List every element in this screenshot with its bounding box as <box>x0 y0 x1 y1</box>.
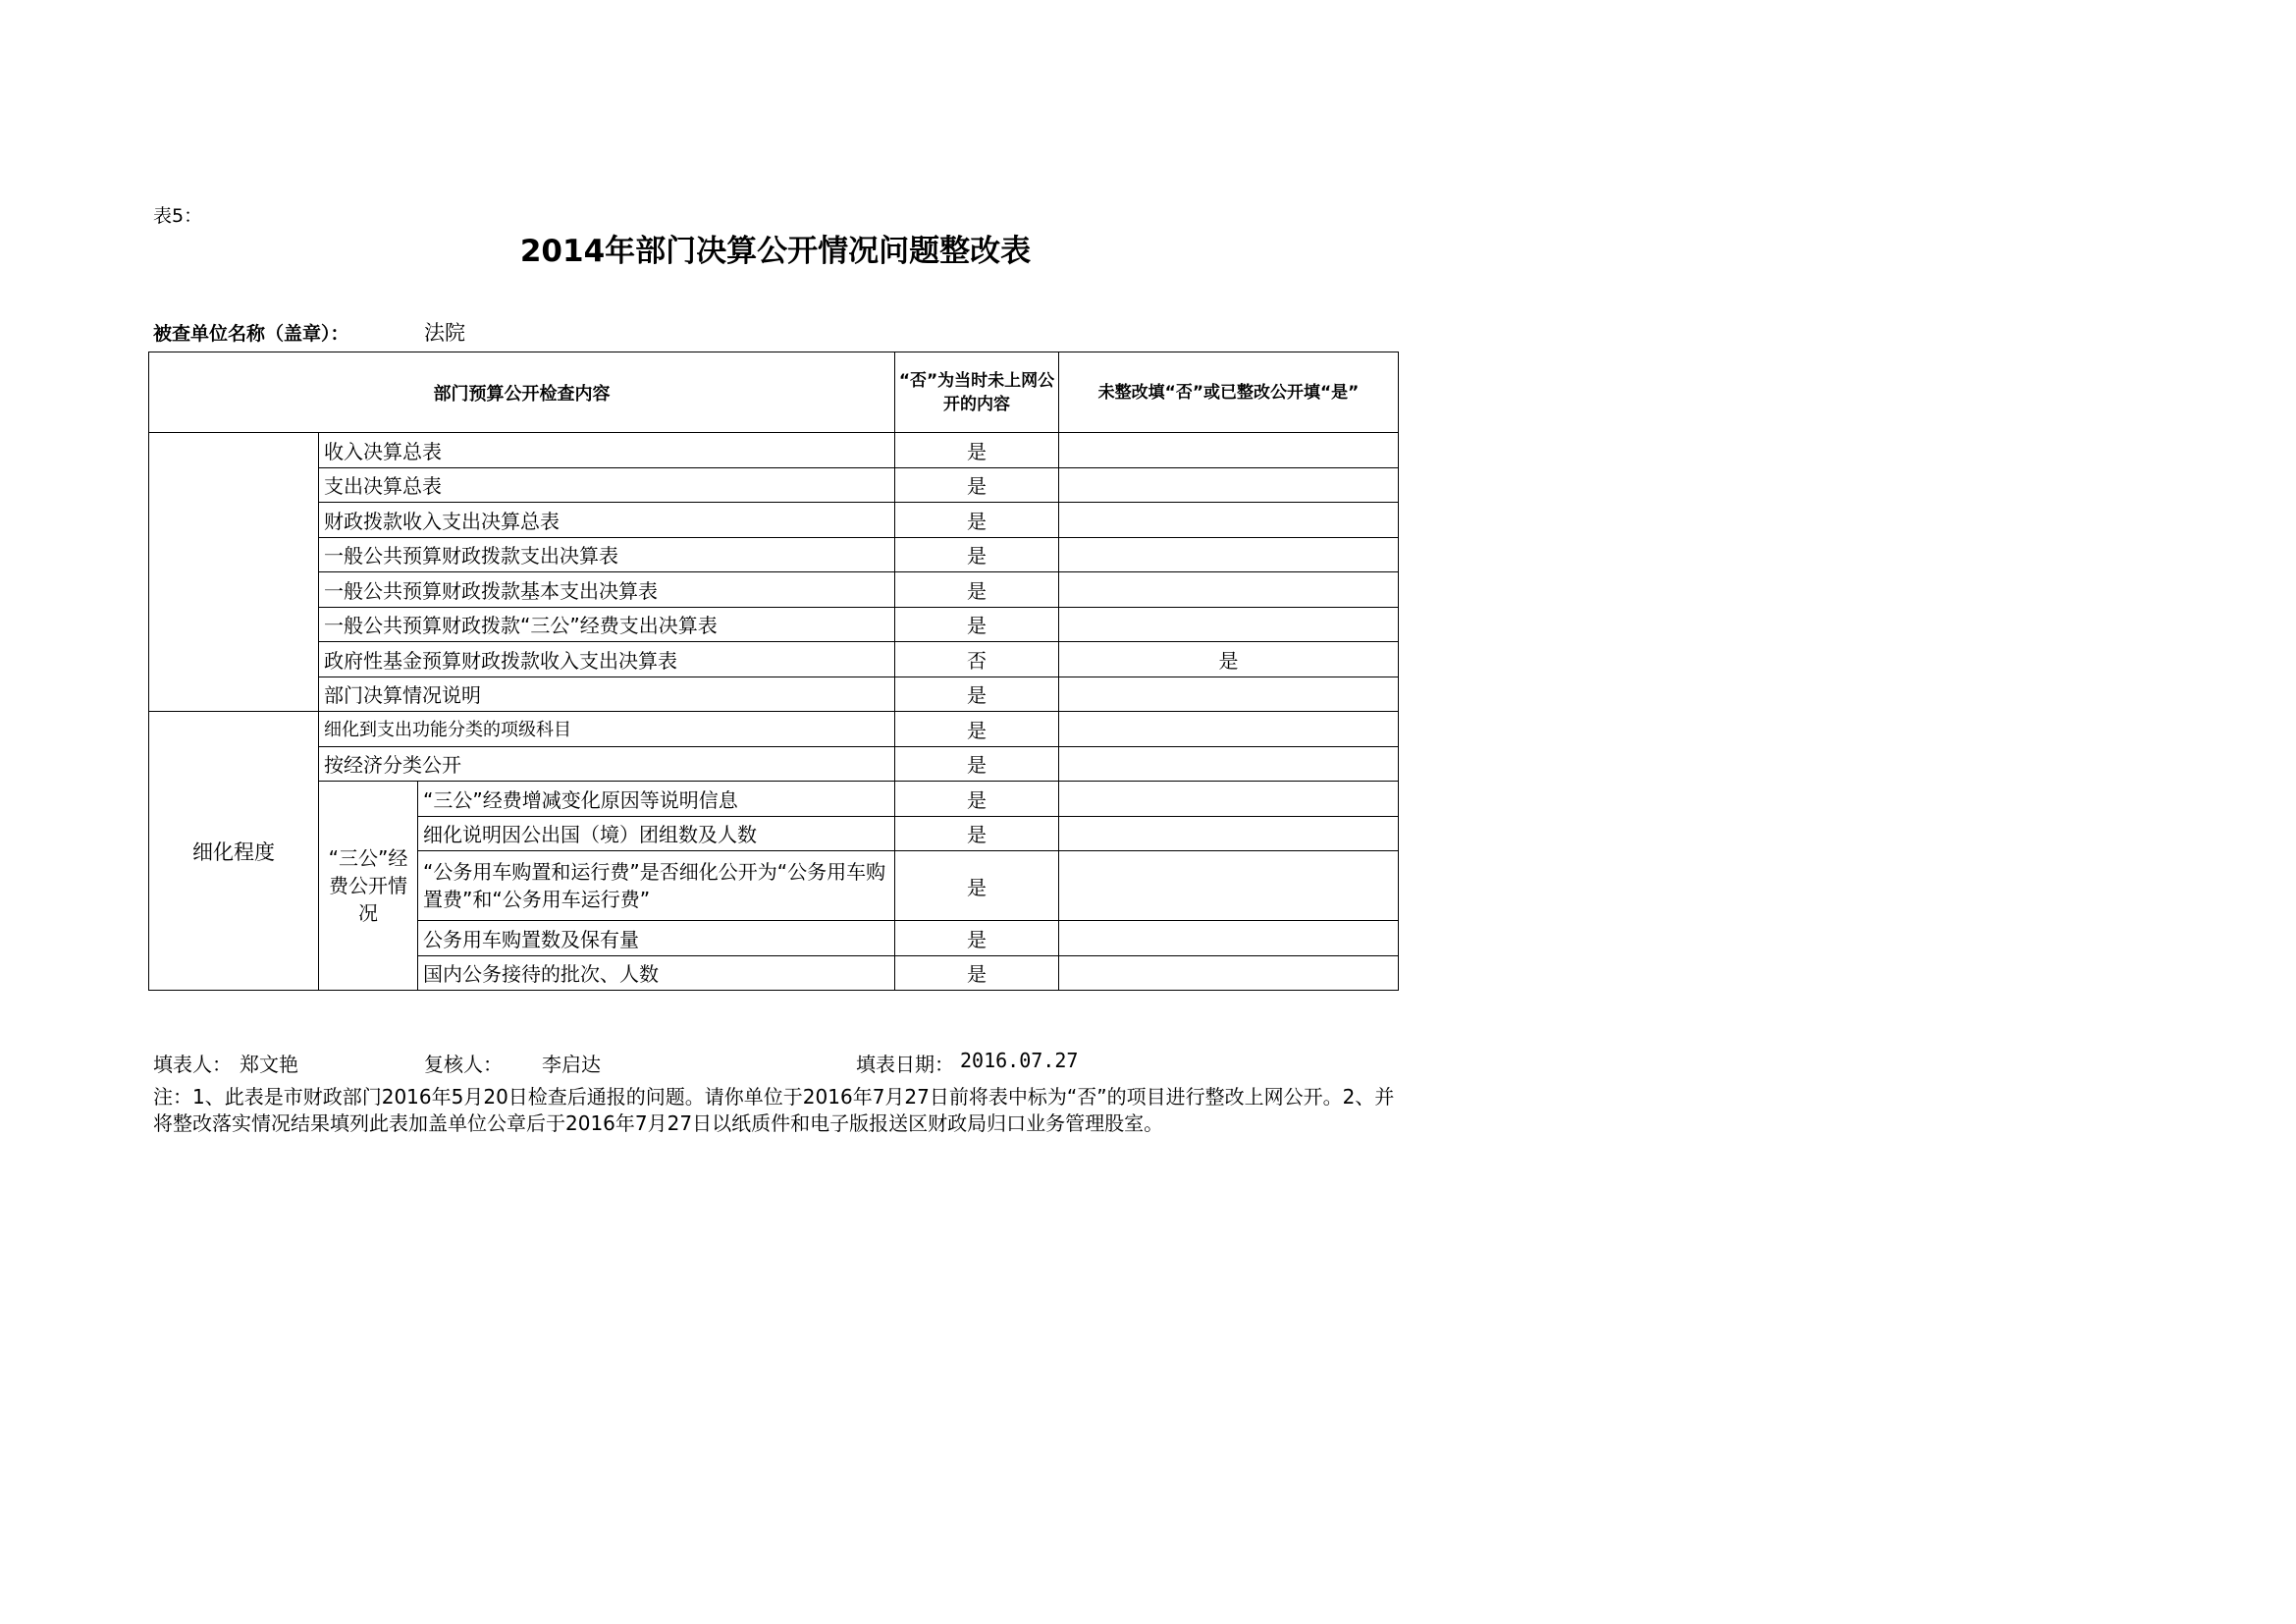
row-item: 按经济分类公开 <box>319 746 895 782</box>
row-item: “三公”经费增减变化原因等说明信息 <box>418 782 895 817</box>
footnote: 注：1、此表是市财政部门2016年5月20日检查后通报的问题。请你单位于2016年7月27日前将表中标为“否”的项目进行整改上网公开。2、并将整改落实情况结果填列此表加盖单位公章后于2016年7月27日以纸质件和电子版报送区财政局归口业务管理股室。 <box>153 1085 1395 1135</box>
reviewer-label: 复核人： <box>424 1053 503 1076</box>
sub-group-label-three-public: “三公”经费公开情况 <box>319 782 418 991</box>
row-published: 是 <box>895 816 1059 851</box>
row-rectify[interactable] <box>1059 467 1399 503</box>
fill-date-value: 2016.07.27 <box>960 1049 1079 1072</box>
header-content: 部门预算公开检查内容 <box>149 352 895 433</box>
row-published: 是 <box>895 782 1059 817</box>
row-rectify[interactable] <box>1059 607 1399 642</box>
row-rectify[interactable] <box>1059 537 1399 572</box>
row-published: 否 <box>895 642 1059 677</box>
header-published: “否”为当时未上网公开的内容 <box>895 352 1059 433</box>
row-item: 收入决算总表 <box>319 433 895 468</box>
row-rectify[interactable]: 是 <box>1059 642 1399 677</box>
row-item: 公务用车购置数及保有量 <box>418 921 895 956</box>
row-published: 是 <box>895 572 1059 608</box>
unit-name-value: 法院 <box>424 321 465 345</box>
row-item: 国内公务接待的批次、人数 <box>418 955 895 991</box>
row-item: 细化说明因公出国（境）团组数及人数 <box>418 816 895 851</box>
table-row <box>149 467 1399 503</box>
row-published: 是 <box>895 712 1059 747</box>
row-published: 是 <box>895 851 1059 921</box>
unit-name-label: 被查单位名称（盖章）： <box>153 323 349 345</box>
group-label-detail: 细化程度 <box>149 712 319 991</box>
row-rectify[interactable] <box>1059 955 1399 991</box>
row-rectify[interactable] <box>1059 816 1399 851</box>
table-row <box>149 642 1399 677</box>
table-row <box>149 712 1399 747</box>
row-item: 支出决算总表 <box>319 467 895 503</box>
group-label-1 <box>149 433 319 712</box>
table-row <box>149 572 1399 608</box>
row-published: 是 <box>895 433 1059 468</box>
row-item: 一般公共预算财政拨款基本支出决算表 <box>319 572 895 608</box>
row-item: 部门决算情况说明 <box>319 677 895 712</box>
row-published: 是 <box>895 607 1059 642</box>
row-published: 是 <box>895 677 1059 712</box>
row-rectify[interactable] <box>1059 746 1399 782</box>
reviewer-name: 李启达 <box>542 1053 601 1076</box>
row-rectify[interactable] <box>1059 433 1399 468</box>
row-rectify[interactable] <box>1059 503 1399 538</box>
table-row <box>149 537 1399 572</box>
filler-label: 填表人： <box>153 1053 232 1076</box>
row-published: 是 <box>895 746 1059 782</box>
filler-name: 郑文艳 <box>240 1053 298 1076</box>
row-item: 政府性基金预算财政拨款收入支出决算表 <box>319 642 895 677</box>
row-published: 是 <box>895 537 1059 572</box>
table-row <box>149 433 1399 468</box>
table-row <box>149 677 1399 712</box>
page-title: 2014年部门决算公开情况问题整改表 <box>519 234 1032 269</box>
fill-date-label: 填表日期： <box>856 1053 954 1076</box>
row-rectify[interactable] <box>1059 782 1399 817</box>
row-item: 细化到支出功能分类的项级科目 <box>319 712 895 747</box>
header-rectify: 未整改填“否”或已整改公开填“是” <box>1059 352 1399 433</box>
rectification-table <box>148 352 1399 991</box>
row-rectify[interactable] <box>1059 677 1399 712</box>
row-published: 是 <box>895 921 1059 956</box>
row-item: “公务用车购置和运行费”是否细化公开为“公务用车购置费”和“公务用车运行费” <box>418 851 895 921</box>
row-rectify[interactable] <box>1059 921 1399 956</box>
table-label: 表5： <box>153 205 203 227</box>
row-item: 财政拨款收入支出决算总表 <box>319 503 895 538</box>
row-item: 一般公共预算财政拨款“三公”经费支出决算表 <box>319 607 895 642</box>
table-row <box>149 503 1399 538</box>
table-row <box>149 746 1399 782</box>
row-published: 是 <box>895 503 1059 538</box>
row-published: 是 <box>895 955 1059 991</box>
row-rectify[interactable] <box>1059 572 1399 608</box>
table-row <box>149 607 1399 642</box>
row-rectify[interactable] <box>1059 851 1399 921</box>
row-rectify[interactable] <box>1059 712 1399 747</box>
row-item: 一般公共预算财政拨款支出决算表 <box>319 537 895 572</box>
table-row <box>149 782 1399 817</box>
row-published: 是 <box>895 467 1059 503</box>
header-row <box>149 352 1399 433</box>
